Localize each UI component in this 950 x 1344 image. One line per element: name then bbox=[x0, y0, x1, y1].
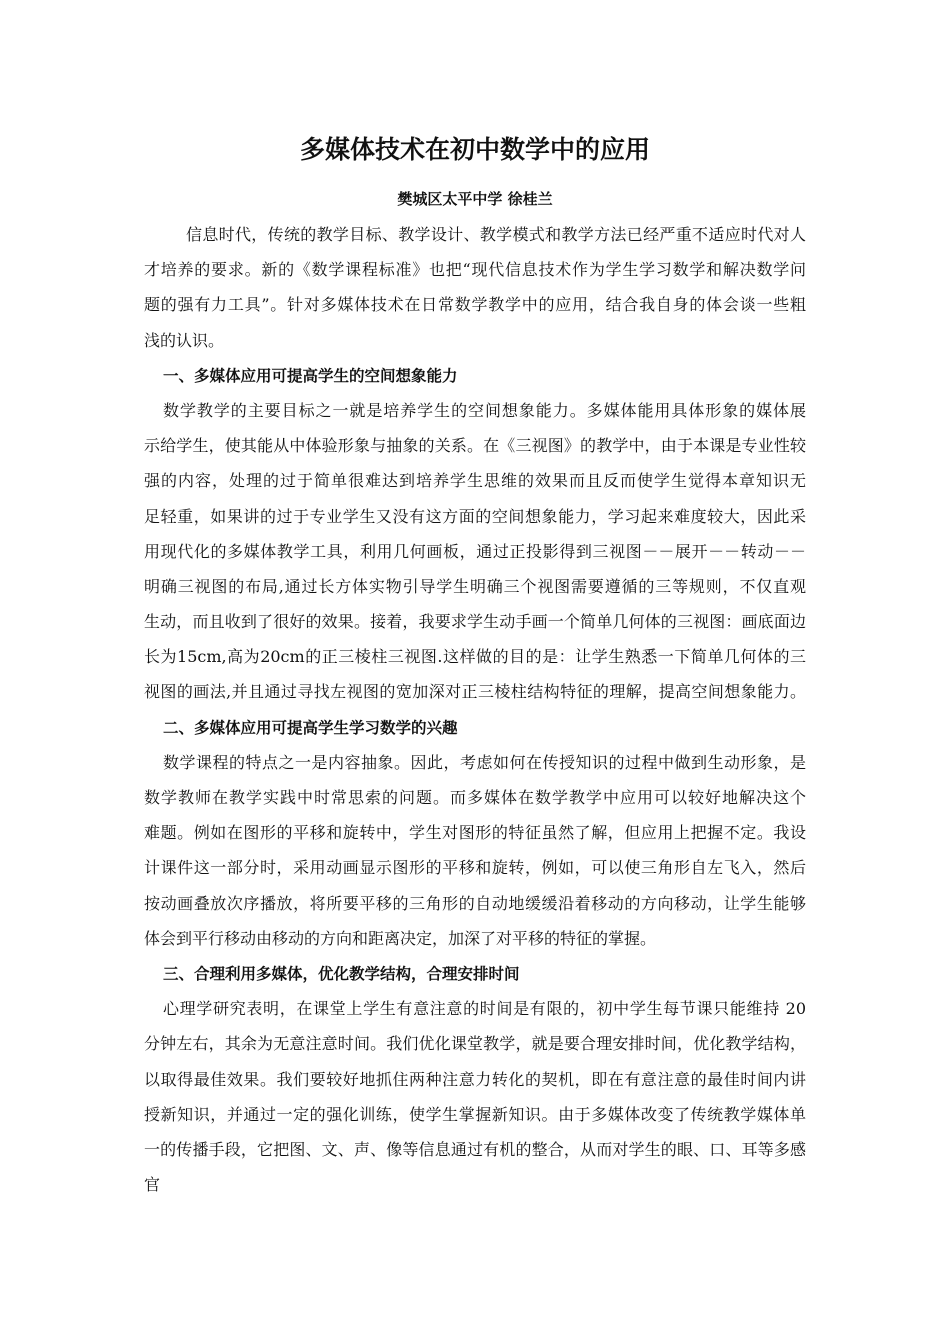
text-line: 按动画叠放次序播放，将所要平移的三角形的自动地缓缓沿着移动的方向移动，让学生能够 bbox=[144, 893, 806, 913]
text-line: 视图的画法,并且通过寻找左视图的宽加深对正三棱柱结构特征的理解，提高空间想象能力。 bbox=[144, 682, 806, 702]
section-heading-2 bbox=[144, 710, 806, 745]
text-line: 题的强有力工具”。针对多媒体技术在日常数学教学中的应用，结合我自身的体会谈一些粗 bbox=[144, 295, 806, 315]
heading-text: 一、多媒体应用可提高学生的空间想象能力 bbox=[163, 365, 458, 385]
text-line: 明确三视图的布局,通过长方体实物引导学生明确三个视图需要遵循的三等规则，不仅直观 bbox=[144, 576, 806, 596]
text-line: 强的内容，处理的过于简单很难达到培养学生思维的效果而且反而使学生觉得本章知识无 bbox=[144, 471, 806, 491]
text-line: 足轻重，如果讲的过于专业学生又没有这方面的空间想象能力，学习起来难度较大，因此采 bbox=[144, 506, 806, 526]
text-line: 示给学生，使其能从中体验形象与抽象的关系。在《三视图》的教学中，由于本课是专业性较 bbox=[144, 436, 806, 456]
text-line: 信息时代，传统的教学目标、教学设计、教学模式和教学方法已经严重不适应时代对人 bbox=[186, 225, 806, 244]
text-line: 才培养的要求。新的《数学课程标准》也把“现代信息技术作为学生学习数学和解决数学问 bbox=[144, 260, 806, 280]
text-line: 分钟左右，其余为无意注意时间。我们优化课堂教学，就是要合理安排时间，优化教学结构， bbox=[144, 1034, 806, 1054]
section-heading-3 bbox=[144, 956, 806, 991]
section-heading-1 bbox=[144, 358, 806, 393]
text-line: 数学教师在教学实践中时常思索的问题。而多媒体在数学教学中应用可以较好地解决这个 bbox=[144, 788, 806, 807]
text-line: 心理学研究表明，在课堂上学生有意注意的时间是有限的，初中学生每节课只能维持 20 bbox=[163, 999, 806, 1019]
text-line: 生动，而且收到了很好的效果。接着，我要求学生动手画一个简单几何体的三视图：画底面边 bbox=[144, 612, 806, 632]
heading-text: 三、合理利用多媒体，优化教学结构，合理安排时间 bbox=[163, 963, 520, 983]
section-2-paragraph bbox=[144, 745, 806, 956]
text-line: 一的传播手段，它把图、文、声、像等信息通过有机的整合，从而对学生的眼、口、耳等多感官 bbox=[144, 1139, 806, 1195]
text-line: 体会到平行移动由移动的方向和距离决定，加深了对平移的特征的掌握。 bbox=[144, 928, 657, 948]
document-body bbox=[144, 217, 806, 1195]
text-line: 浅的认识。 bbox=[144, 330, 225, 350]
text-line: 用现代化的多媒体教学工具，利用几何画板，通过正投影得到三视图－－展开－－转动－－ bbox=[144, 541, 806, 561]
author-line: 樊城区太平中学 徐桂兰 bbox=[397, 190, 553, 208]
text-line: 以取得最佳效果。我们要较好地抓住两种注意力转化的契机，即在有意注意的最佳时间内讲 bbox=[144, 1069, 806, 1089]
heading-text: 二、多媒体应用可提高学生学习数学的兴趣 bbox=[163, 717, 458, 737]
text-line: 授新知识，并通过一定的强化训练，使学生掌握新知识。由于多媒体改变了传统教学媒体单 bbox=[144, 1104, 806, 1124]
document-title: 多媒体技术在初中数学中的应用 bbox=[299, 135, 650, 164]
text-line: 长为15cm,高为20cm的正三棱柱三视图.这样做的目的是：让学生熟悉一下简单几何体的三 bbox=[144, 647, 806, 667]
section-1-paragraph bbox=[144, 393, 806, 710]
text-line: 数学教学的主要目标之一就是培养学生的空间想象能力。多媒体能用具体形象的媒体展 bbox=[163, 400, 806, 420]
intro-paragraph bbox=[144, 217, 806, 358]
text-line: 数学课程的特点之一是内容抽象。因此，考虑如何在传授知识的过程中做到生动形象，是 bbox=[163, 752, 806, 772]
text-line: 难题。例如在图形的平移和旋转中，学生对图形的特征虽然了解，但应用上把握不定。我设 bbox=[144, 823, 806, 843]
section-3-paragraph bbox=[144, 991, 806, 1195]
text-line: 计课件这一部分时，采用动画显示图形的平移和旋转，例如，可以使三角形自左飞入，然后 bbox=[144, 858, 806, 878]
